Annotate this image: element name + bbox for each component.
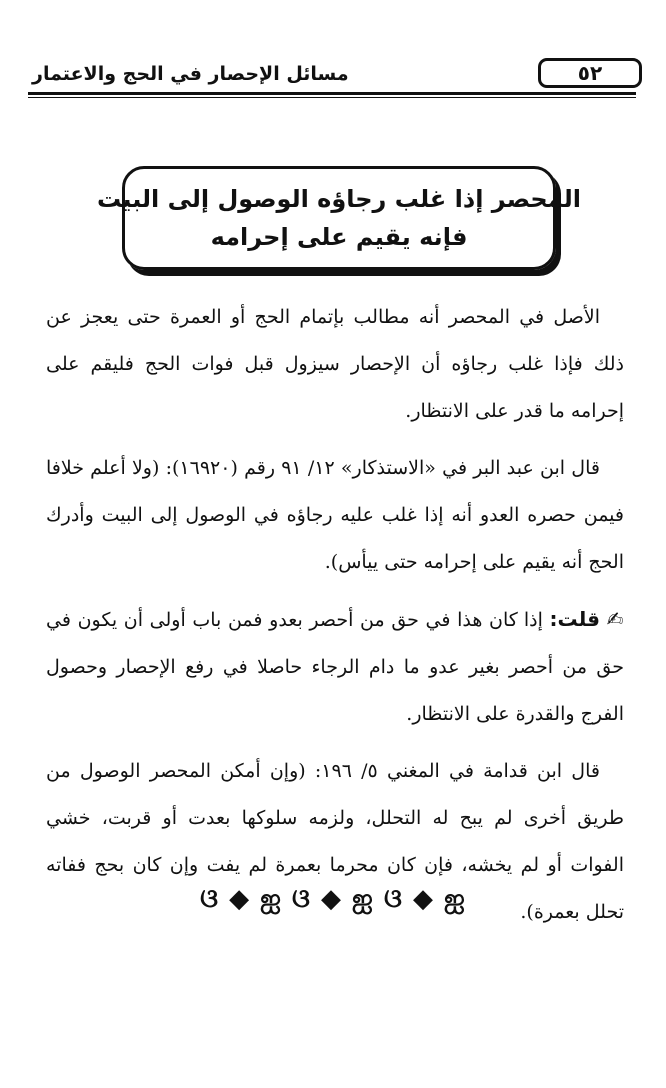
page-number: ٥٢ [538, 58, 642, 88]
paragraph-1: الأصل في المحصر أنه مطالب بإتمام الحج أو العمرة حتى يعجز عن ذلك فإذا غلب رجاؤه أن الإحصار سيزول قبل فوات الحج فليقم على إحرامه ما قدر على الانتظار. [46, 306, 624, 422]
body-text [46, 294, 624, 946]
header-rule-thin [28, 97, 636, 98]
section-heading-box [96, 166, 582, 270]
qult-label: قلت: [549, 607, 600, 631]
page-header [18, 52, 648, 96]
paragraph-4: قال ابن قدامة في المغني ٥/ ١٩٦: (وإن أمكن المحصر الوصول من طريق أخرى لم يبح له التحلل، ولزمه سلوكها بعدت أو قربت، خشي الفوات أو لم يخشه، فإن كان محرما بعمرة لم يفت وإن كان بحج ففاته تحلل بعمرة). [46, 760, 624, 923]
header-rule [28, 92, 636, 95]
pen-icon: ✍ [606, 607, 625, 631]
running-title: مسائل الإحصار في الحج والاعتمار [32, 63, 349, 85]
end-ornament: ଓ ◆ ஐ ଓ ◆ ஐ ଓ ◆ ஐ [200, 884, 466, 914]
section-heading-line-2: فإنه يقيم على إحرامه [210, 223, 468, 251]
paragraph-3-text: إذا كان هذا في حق من أحصر بعدو فمن باب أولى أن يكون في حق من أحصر بغير عدو ما دام الرجاء حاصلا في رفع الإحصار وحصول الفرج والقدرة على الانتظار. [46, 609, 624, 725]
paragraph-2: قال ابن عبد البر في «الاستذكار» ١٢/ ٩١ رقم (١٦٩٢٠): (ولا أعلم خلافا فيمن حصره العدو أنه إذا غلب عليه رجاؤه في الوصول إلى البيت وأدرك الحج أنه يقيم على إحرامه حتى ييأس). [46, 457, 624, 573]
section-heading-line-1: المحصر إذا غلب رجاؤه الوصول إلى البيت [96, 185, 582, 213]
paragraph-3 [46, 596, 624, 738]
